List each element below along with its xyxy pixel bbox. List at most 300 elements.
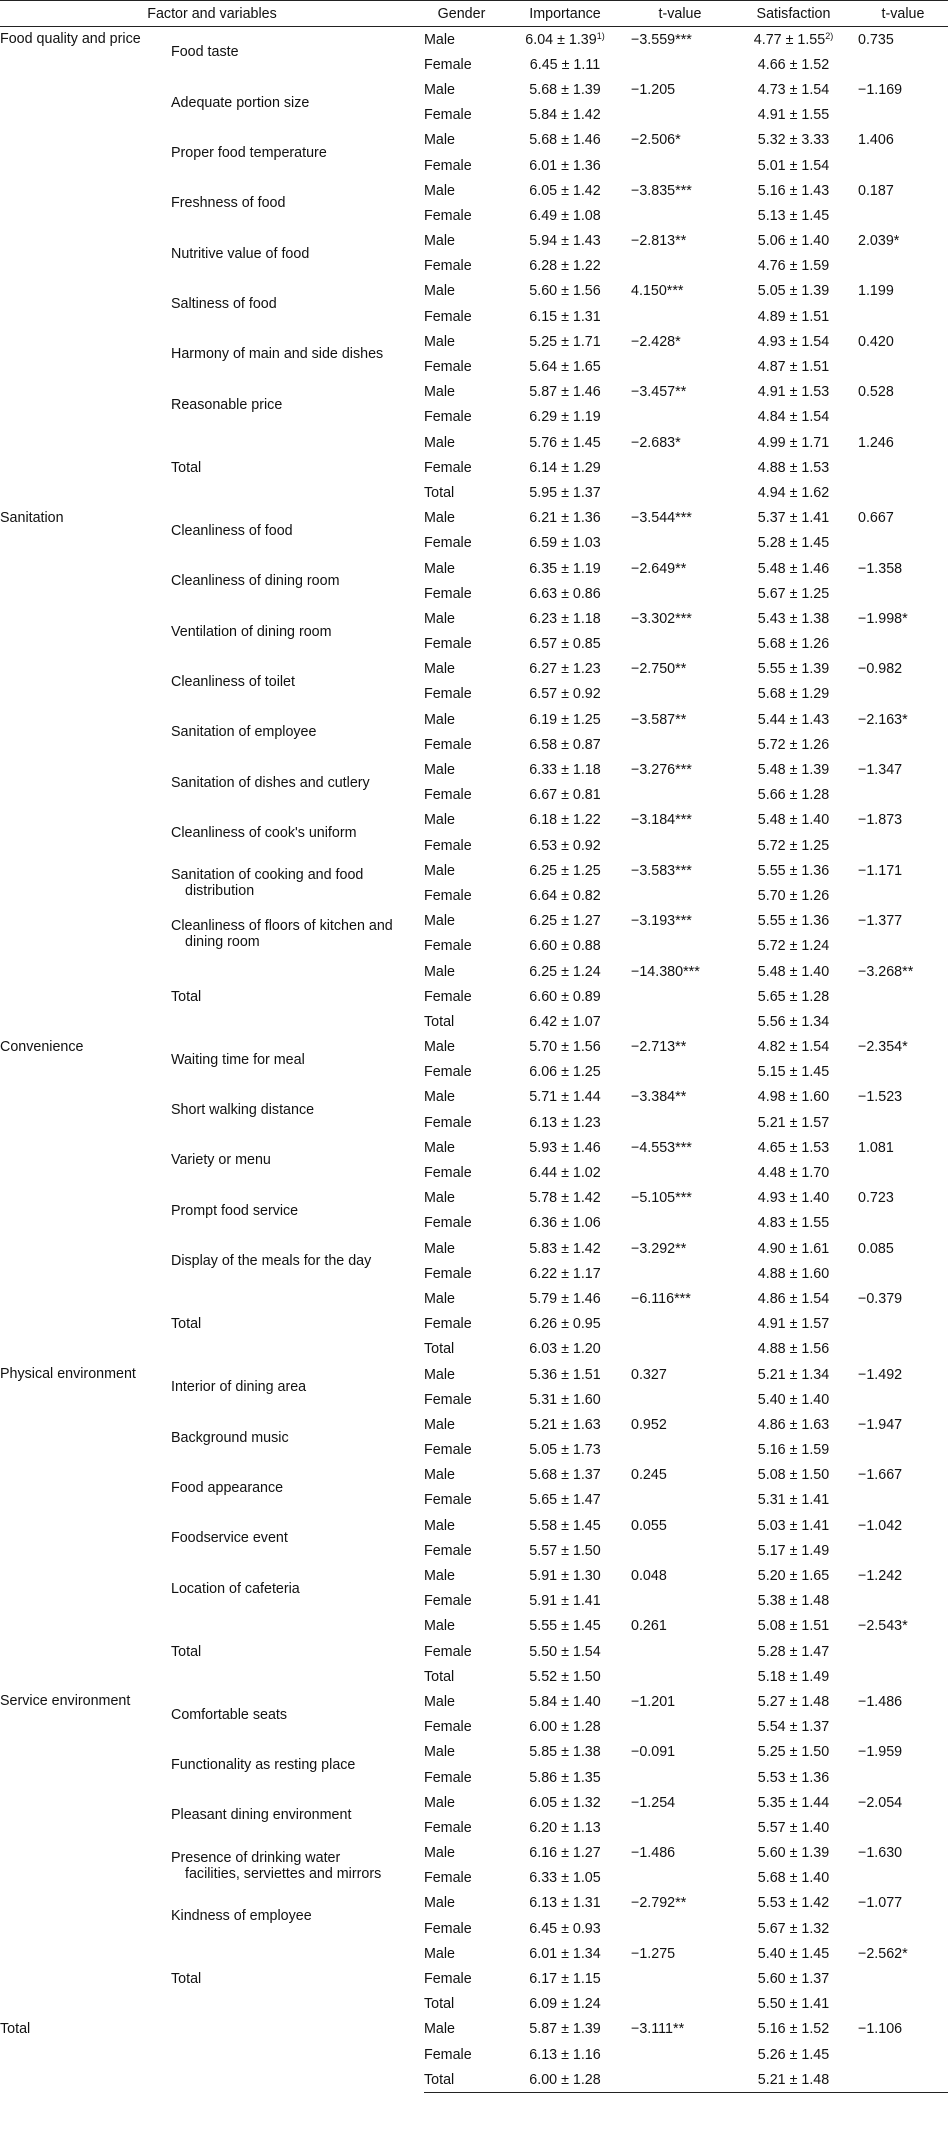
gender-cell-text: Male: [424, 1945, 455, 1962]
gender-cell-text: Female: [424, 56, 472, 73]
gender-cell-text: Female: [424, 1920, 472, 1937]
importance-cell-text: 6.57 ± 0.92: [529, 686, 601, 703]
t-value-importance-cell: [631, 632, 729, 657]
importance-cell: [499, 1085, 631, 1110]
importance-cell: [499, 808, 631, 833]
t-value-satisfaction-cell: [858, 1992, 948, 2017]
satisfaction-cell: [729, 2017, 858, 2042]
t-value-importance-cell: [631, 1715, 729, 1740]
satisfaction-cell-text: 5.15 ± 1.45: [757, 1064, 830, 1081]
header-t-value-satisfaction: t-value: [858, 1, 948, 27]
satisfaction-cell: [729, 1160, 858, 1185]
variable-name: Freshness of food: [171, 195, 286, 212]
satisfaction-cell-text: 5.68 ± 1.29: [757, 686, 830, 703]
t-value-importance-cell: [631, 103, 729, 128]
variable-name: Harmony of main and side dishes: [171, 346, 384, 363]
t-value-satisfaction-cell: [858, 1286, 948, 1311]
gender-cell: [424, 531, 499, 556]
variable-label: [171, 329, 424, 379]
t-value-satisfaction-cell: [858, 1966, 948, 1991]
variable-name: Kindness of employee: [171, 1908, 312, 1925]
satisfaction-cell: [729, 1639, 858, 1664]
t-value-satisfaction-cell-text: 0.528: [858, 384, 894, 401]
gender-cell: [424, 380, 499, 405]
importance-cell: [499, 531, 631, 556]
satisfaction-cell-text: 5.55 ± 1.36: [757, 913, 830, 930]
importance-cell: [499, 153, 631, 178]
satisfaction-cell: [729, 1337, 858, 1362]
t-value-satisfaction-cell-text: 0.667: [858, 510, 894, 527]
importance-cell: [499, 1689, 631, 1714]
gender-cell: [424, 1563, 499, 1588]
t-value-importance-cell-text: −2.506*: [631, 132, 681, 149]
variable-label: [171, 430, 424, 506]
t-value-satisfaction-cell-text: −1.171: [858, 862, 903, 879]
gender-cell-text: Female: [424, 1316, 472, 1333]
t-value-satisfaction-cell: [858, 808, 948, 833]
gender-cell-text: Male: [424, 560, 455, 577]
t-value-importance-cell: [631, 1135, 729, 1160]
gender-cell-text: Male: [424, 963, 455, 980]
satisfaction-cell-text: 4.65 ± 1.53: [757, 1139, 830, 1156]
t-value-satisfaction-cell: [858, 27, 948, 53]
satisfaction-cell: [729, 556, 858, 581]
satisfaction-cell-text: 5.72 ± 1.26: [757, 736, 830, 753]
importance-cell: [499, 77, 631, 102]
satisfaction-cell: [729, 1438, 858, 1463]
variable-label: [171, 1941, 424, 2017]
satisfaction-cell-text: 4.76 ± 1.59: [757, 258, 830, 275]
t-value-importance-cell-text: −2.813**: [631, 233, 687, 250]
t-value-importance-cell-text: −1.254: [631, 1794, 676, 1811]
importance-cell: [499, 1941, 631, 1966]
satisfaction-cell-text: 5.38 ± 1.48: [757, 1593, 830, 1610]
importance-cell: [499, 1488, 631, 1513]
t-value-importance-cell: [631, 757, 729, 782]
importance-cell-text: 6.19 ± 1.25: [529, 711, 601, 728]
gender-cell-text: Male: [424, 1089, 455, 1106]
satisfaction-cell-text: 4.91 ± 1.55: [757, 107, 830, 124]
t-value-satisfaction-cell: [858, 682, 948, 707]
importance-cell: [499, 304, 631, 329]
importance-cell-text: 5.21 ± 1.63: [529, 1416, 601, 1433]
t-value-satisfaction-cell: [858, 707, 948, 732]
satisfaction-cell: [729, 1841, 858, 1866]
satisfaction-cell-text: 5.31 ± 1.41: [757, 1492, 830, 1509]
t-value-importance-cell: [631, 1463, 729, 1488]
table-row: [0, 2017, 948, 2042]
variable-name: Total: [171, 1316, 202, 1333]
t-value-satisfaction-cell: [858, 1085, 948, 1110]
gender-cell-text: Female: [424, 1265, 472, 1282]
gender-cell: [424, 1589, 499, 1614]
t-value-satisfaction-cell-text: 0.735: [858, 31, 894, 48]
satisfaction-cell-text: 5.65 ± 1.28: [757, 988, 830, 1005]
gender-cell-text: Female: [424, 938, 472, 955]
satisfaction-cell-text: 5.28 ± 1.47: [757, 1643, 830, 1660]
gender-cell: [424, 2042, 499, 2067]
variable-label: [171, 1740, 424, 1790]
satisfaction-cell: [729, 1009, 858, 1034]
gender-cell-text: Female: [424, 837, 472, 854]
t-value-importance-cell: [631, 354, 729, 379]
importance-cell-text: 5.87 ± 1.46: [529, 384, 601, 401]
importance-cell: [499, 1740, 631, 1765]
importance-cell-text: 6.28 ± 1.22: [529, 258, 601, 275]
t-value-satisfaction-cell: [858, 103, 948, 128]
importance-cell: [499, 1790, 631, 1815]
satisfaction-cell-text: 5.60 ± 1.37: [757, 1971, 830, 1988]
variable-label: [171, 27, 424, 78]
t-value-importance-cell: [631, 77, 729, 102]
gender-cell-text: Male: [424, 333, 455, 350]
satisfaction-cell-text: 5.43 ± 1.38: [757, 610, 830, 627]
importance-cell-text: 5.86 ± 1.35: [529, 1769, 601, 1786]
t-value-importance-cell: [631, 808, 729, 833]
satisfaction-cell-text: 4.91 ± 1.53: [757, 384, 830, 401]
importance-cell: [499, 1866, 631, 1891]
variable-label: [171, 1362, 424, 1412]
t-value-satisfaction-cell: [858, 1160, 948, 1185]
t-value-importance-cell: [631, 581, 729, 606]
t-value-importance-cell: [631, 1765, 729, 1790]
table-row: [0, 1689, 948, 1714]
t-value-satisfaction-cell: [858, 1236, 948, 1261]
gender-cell: [424, 1866, 499, 1891]
header-satisfaction: Satisfaction: [729, 1, 858, 27]
gender-cell-text: Male: [424, 1366, 455, 1383]
importance-cell-text: 5.25 ± 1.71: [529, 333, 601, 350]
t-value-satisfaction-cell: [858, 480, 948, 505]
gender-cell-text: Male: [424, 1139, 455, 1156]
t-value-satisfaction-cell: [858, 1337, 948, 1362]
t-value-importance-cell: [631, 380, 729, 405]
gender-cell-text: Female: [424, 1719, 472, 1736]
variable-label: [171, 1135, 424, 1185]
t-value-importance-cell: [631, 153, 729, 178]
gender-cell: [424, 1085, 499, 1110]
importance-cell: [499, 1160, 631, 1185]
gender-cell-text: Male: [424, 862, 455, 879]
satisfaction-cell-text: 4.99 ± 1.71: [757, 434, 830, 451]
t-value-satisfaction-cell-text: −0.379: [858, 1290, 903, 1307]
gender-cell: [424, 229, 499, 254]
t-value-importance-cell: [631, 203, 729, 228]
header-importance: Importance: [499, 1, 631, 27]
variable-label: [171, 1412, 424, 1462]
t-value-satisfaction-cell: [858, 1009, 948, 1034]
gender-cell: [424, 1740, 499, 1765]
gender-cell: [424, 178, 499, 203]
satisfaction-cell-text: 5.21 ± 1.48: [757, 2071, 830, 2088]
gender-cell: [424, 1035, 499, 1060]
t-value-importance-cell-text: −5.105***: [631, 1190, 692, 1207]
t-value-satisfaction-cell: [858, 1790, 948, 1815]
t-value-satisfaction-cell: [858, 1488, 948, 1513]
satisfaction-cell-text: 5.48 ± 1.40: [757, 812, 830, 829]
importance-cell-text: 5.76 ± 1.45: [529, 434, 601, 451]
t-value-importance-cell: [631, 1009, 729, 1034]
satisfaction-cell-text: 5.27 ± 1.48: [757, 1693, 830, 1710]
importance-cell: [499, 1135, 631, 1160]
t-value-satisfaction-cell: [858, 1891, 948, 1916]
t-value-satisfaction-cell: [858, 757, 948, 782]
t-value-importance-cell: [631, 1664, 729, 1689]
importance-cell-text: 5.78 ± 1.42: [529, 1190, 601, 1207]
t-value-importance-cell: [631, 254, 729, 279]
t-value-importance-cell-text: −3.835***: [631, 182, 692, 199]
importance-cell-text: 6.42 ± 1.07: [529, 1013, 601, 1030]
t-value-satisfaction-cell: [858, 1589, 948, 1614]
t-value-satisfaction-cell: [858, 1664, 948, 1689]
satisfaction-cell-text: 4.77 ± 1.55: [753, 31, 826, 48]
importance-cell-text: 6.05 ± 1.32: [529, 1794, 601, 1811]
importance-cell: [499, 883, 631, 908]
satisfaction-cell-text: 4.83 ± 1.55: [757, 1215, 830, 1232]
t-value-satisfaction-cell-text: 0.085: [858, 1240, 894, 1257]
importance-cell: [499, 581, 631, 606]
importance-cell: [499, 1412, 631, 1437]
importance-cell: [499, 1765, 631, 1790]
footnote-marker: 2): [825, 30, 834, 41]
t-value-importance-cell: [631, 1538, 729, 1563]
satisfaction-cell: [729, 783, 858, 808]
t-value-importance-cell: [631, 682, 729, 707]
satisfaction-cell: [729, 2042, 858, 2067]
t-value-importance-cell-text: −2.428*: [631, 333, 681, 350]
t-value-satisfaction-cell: [858, 178, 948, 203]
satisfaction-cell: [729, 1740, 858, 1765]
t-value-satisfaction-cell-text: −1.998*: [858, 610, 908, 627]
t-value-satisfaction-cell: [858, 1412, 948, 1437]
gender-cell-text: Female: [424, 1215, 472, 1232]
t-value-satisfaction-cell: [858, 1740, 948, 1765]
importance-cell-text: 6.29 ± 1.19: [529, 409, 601, 426]
t-value-importance-cell: [631, 1488, 729, 1513]
importance-cell: [499, 1362, 631, 1387]
satisfaction-cell: [729, 1135, 858, 1160]
importance-cell: [499, 1563, 631, 1588]
t-value-importance-cell: [631, 783, 729, 808]
variable-name: Background music: [171, 1429, 289, 1446]
importance-cell-text: 6.03 ± 1.20: [529, 1341, 601, 1358]
factor-label: Service environment: [0, 1693, 131, 1710]
table-row: [0, 1362, 948, 1387]
satisfaction-cell-text: 5.53 ± 1.36: [757, 1769, 830, 1786]
satisfaction-cell-text: 5.16 ± 1.43: [757, 182, 830, 199]
importance-cell: [499, 430, 631, 455]
t-value-satisfaction-cell-text: −1.947: [858, 1416, 903, 1433]
variable-name: Total: [171, 988, 202, 1005]
importance-cell: [499, 1715, 631, 1740]
t-value-satisfaction-cell: [858, 128, 948, 153]
t-value-satisfaction-cell: [858, 2067, 948, 2093]
t-value-satisfaction-cell: [858, 329, 948, 354]
importance-cell-text: 6.14 ± 1.29: [529, 459, 601, 476]
importance-cell: [499, 1035, 631, 1060]
gender-cell: [424, 1513, 499, 1538]
variable-name: Total: [171, 1971, 202, 1988]
satisfaction-cell: [729, 52, 858, 77]
t-value-importance-cell: [631, 2067, 729, 2093]
satisfaction-cell: [729, 1463, 858, 1488]
gender-cell-text: Female: [424, 207, 472, 224]
t-value-satisfaction-cell: [858, 1312, 948, 1337]
satisfaction-cell-text: 5.25 ± 1.50: [757, 1744, 830, 1761]
t-value-satisfaction-cell: [858, 2042, 948, 2067]
variable-label: [171, 909, 424, 959]
t-value-importance-cell: [631, 1589, 729, 1614]
t-value-satisfaction-cell-text: −1.077: [858, 1895, 903, 1912]
t-value-importance-cell-text: −3.583***: [631, 862, 692, 879]
gender-cell-text: Male: [424, 1240, 455, 1257]
gender-cell: [424, 858, 499, 883]
t-value-satisfaction-cell-text: 1.081: [858, 1139, 894, 1156]
t-value-satisfaction-cell: [858, 909, 948, 934]
t-value-importance-cell: [631, 1035, 729, 1060]
t-value-importance-cell: [631, 606, 729, 631]
satisfaction-cell: [729, 1261, 858, 1286]
importance-cell-text: 6.17 ± 1.15: [529, 1971, 601, 1988]
importance-cell: [499, 934, 631, 959]
gender-cell: [424, 1362, 499, 1387]
importance-cell-text: 6.36 ± 1.06: [529, 1215, 601, 1232]
gender-cell: [424, 1765, 499, 1790]
gender-cell-text: Female: [424, 459, 472, 476]
variable-label: [171, 556, 424, 606]
gender-cell: [424, 959, 499, 984]
satisfaction-cell: [729, 606, 858, 631]
t-value-importance-cell: [631, 1841, 729, 1866]
satisfaction-cell: [729, 808, 858, 833]
importance-cell-text: 6.20 ± 1.13: [529, 1819, 601, 1836]
importance-cell: [499, 1387, 631, 1412]
satisfaction-cell: [729, 229, 858, 254]
gender-cell: [424, 1891, 499, 1916]
footnote-marker: 1): [596, 30, 605, 41]
variable-label: [171, 657, 424, 707]
satisfaction-cell-text: 4.73 ± 1.54: [757, 81, 830, 98]
satisfaction-cell-text: 5.67 ± 1.32: [757, 1920, 830, 1937]
gender-cell: [424, 1110, 499, 1135]
t-value-satisfaction-cell: [858, 380, 948, 405]
gender-cell: [424, 934, 499, 959]
variable-name: Short walking distance: [171, 1102, 315, 1119]
importance-cell-text: 6.57 ± 0.85: [529, 636, 601, 653]
t-value-importance-cell-text: 0.261: [631, 1618, 667, 1635]
variable-name: Cleanliness of food: [171, 522, 293, 539]
t-value-importance-cell: [631, 732, 729, 757]
satisfaction-cell-text: 4.88 ± 1.53: [757, 459, 830, 476]
importance-cell-text: 5.65 ± 1.47: [529, 1492, 601, 1509]
t-value-satisfaction-cell: [858, 1362, 948, 1387]
satisfaction-cell: [729, 581, 858, 606]
importance-cell: [499, 984, 631, 1009]
gender-cell: [424, 279, 499, 304]
t-value-importance-cell: [631, 52, 729, 77]
satisfaction-cell: [729, 984, 858, 1009]
t-value-satisfaction-cell: [858, 1463, 948, 1488]
gender-cell: [424, 52, 499, 77]
importance-cell-text: 5.68 ± 1.37: [529, 1467, 601, 1484]
gender-cell-text: Total: [424, 2071, 455, 2088]
variable-label: [171, 606, 424, 656]
satisfaction-cell: [729, 1992, 858, 2017]
variable-label: [171, 858, 424, 908]
importance-cell-text: 6.25 ± 1.25: [529, 862, 601, 879]
gender-cell-text: Male: [424, 610, 455, 627]
factor-label: Total: [0, 2020, 31, 2037]
importance-cell: [499, 1438, 631, 1463]
gender-cell: [424, 581, 499, 606]
variable-name: Functionality as resting place: [171, 1756, 356, 1773]
t-value-satisfaction-cell: [858, 2017, 948, 2042]
importance-cell-text: 5.94 ± 1.43: [529, 233, 601, 250]
t-value-importance-cell-text: −1.486: [631, 1845, 676, 1862]
t-value-satisfaction-cell: [858, 1035, 948, 1060]
satisfaction-cell: [729, 279, 858, 304]
satisfaction-cell: [729, 27, 858, 53]
t-value-importance-cell: [631, 707, 729, 732]
variable-name: Waiting time for meal: [171, 1051, 305, 1068]
gender-cell: [424, 1160, 499, 1185]
importance-cell-text: 6.16 ± 1.27: [529, 1845, 601, 1862]
gender-cell-text: Female: [424, 308, 472, 325]
t-value-satisfaction-cell-text: −1.242: [858, 1568, 903, 1585]
t-value-importance-cell-text: −3.587**: [631, 711, 687, 728]
t-value-satisfaction-cell-text: −1.630: [858, 1845, 903, 1862]
t-value-satisfaction-cell: [858, 153, 948, 178]
importance-cell: [499, 1337, 631, 1362]
gender-cell-text: Female: [424, 535, 472, 552]
t-value-importance-cell: [631, 405, 729, 430]
t-value-satisfaction-cell: [858, 606, 948, 631]
satisfaction-cell-text: 5.67 ± 1.25: [757, 585, 830, 602]
t-value-importance-cell-text: −3.544***: [631, 510, 692, 527]
t-value-satisfaction-cell: [858, 1438, 948, 1463]
satisfaction-cell: [729, 1941, 858, 1966]
variable-label: [171, 1614, 424, 1690]
importance-cell-text: 5.91 ± 1.30: [529, 1568, 601, 1585]
variable-label: [171, 1463, 424, 1513]
satisfaction-cell: [729, 833, 858, 858]
t-value-satisfaction-cell: [858, 632, 948, 657]
importance-cell-text: 6.15 ± 1.31: [529, 308, 601, 325]
t-value-satisfaction-cell: [858, 657, 948, 682]
gender-cell-text: Male: [424, 1568, 455, 1585]
t-value-importance-cell-text: 0.048: [631, 1568, 667, 1585]
gender-cell-text: Male: [424, 913, 455, 930]
t-value-satisfaction-cell: [858, 77, 948, 102]
gender-cell: [424, 657, 499, 682]
t-value-satisfaction-cell: [858, 279, 948, 304]
satisfaction-cell: [729, 506, 858, 531]
variable-name: Food taste: [171, 44, 239, 61]
importance-cell: [499, 632, 631, 657]
satisfaction-cell: [729, 304, 858, 329]
gender-cell: [424, 1992, 499, 2017]
importance-cell: [499, 909, 631, 934]
satisfaction-cell: [729, 1614, 858, 1639]
gender-cell: [424, 153, 499, 178]
t-value-importance-cell: [631, 480, 729, 505]
importance-cell: [499, 27, 631, 53]
satisfaction-cell: [729, 128, 858, 153]
importance-cell-text: 5.95 ± 1.37: [529, 484, 601, 501]
importance-cell: [499, 1513, 631, 1538]
gender-cell-text: Male: [424, 1744, 455, 1761]
variable-label: [171, 1035, 424, 1085]
